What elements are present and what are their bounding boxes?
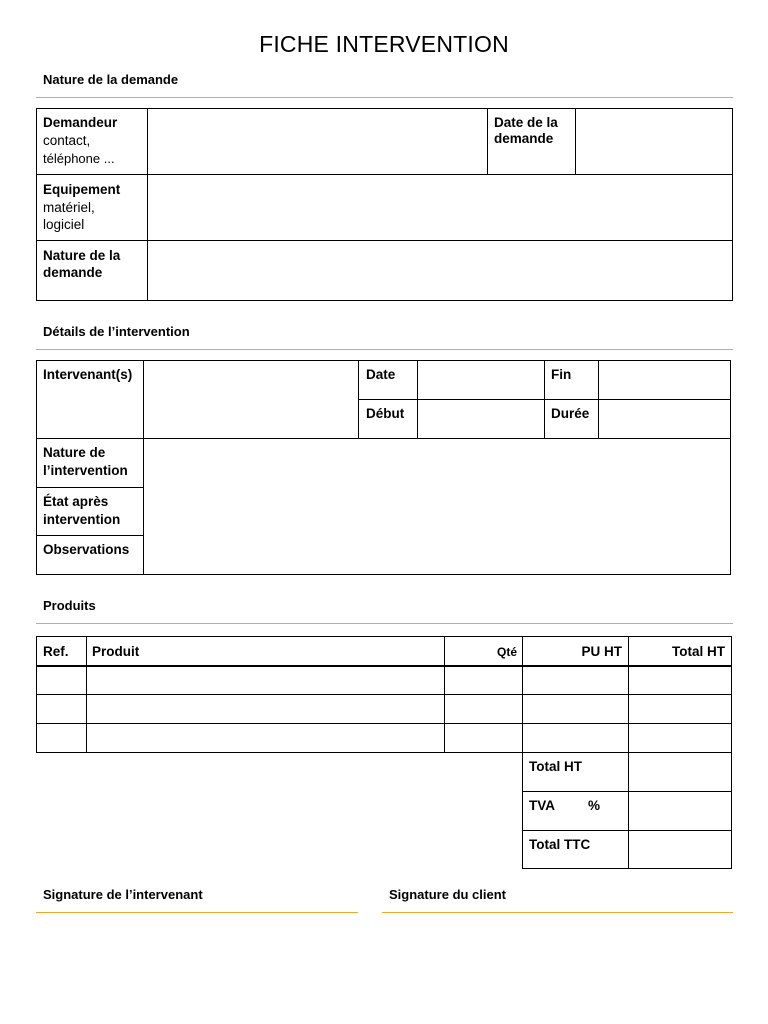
section-rule: [36, 912, 358, 913]
logiciel-label: logiciel: [43, 217, 85, 232]
col-total-ht: Total HT: [672, 644, 725, 659]
total-ttc-field[interactable]: [629, 831, 731, 868]
section-rule: [36, 349, 733, 350]
total-ht-label: Total HT: [529, 759, 582, 774]
intervenants-label: Intervenant(s): [43, 367, 133, 382]
fin-field[interactable]: [599, 361, 730, 398]
date-demande-field[interactable]: [576, 109, 732, 173]
date-demande-label-2: demande: [494, 131, 554, 146]
nature-demande-field[interactable]: [148, 241, 732, 299]
page-title: FICHE INTERVENTION: [259, 31, 509, 57]
section-rule: [382, 912, 733, 913]
nature-intervention-label-2: l’intervention: [43, 463, 128, 478]
tva-label: TVA: [529, 798, 555, 813]
etat-label-2: intervention: [43, 512, 121, 527]
signature-intervenant-heading: Signature de l’intervenant: [43, 887, 203, 902]
fin-label: Fin: [551, 367, 572, 382]
materiel-label: matériel,: [43, 200, 95, 215]
date-label: Date: [366, 367, 396, 382]
duree-label: Durée: [551, 406, 590, 421]
debut-field[interactable]: [418, 400, 543, 437]
tva-field[interactable]: [629, 792, 731, 829]
col-ref: Ref.: [43, 644, 69, 659]
total-ht-field[interactable]: [629, 753, 731, 790]
col-produit: Produit: [92, 644, 140, 659]
nature-demande-label-2: demande: [43, 265, 103, 280]
debut-label: Début: [366, 406, 405, 421]
tva-percent-label: %: [588, 798, 601, 813]
section-rule: [36, 97, 733, 98]
contact-label: contact,: [43, 133, 91, 148]
demandeur-label: Demandeur: [43, 115, 118, 130]
intervenants-field[interactable]: [144, 361, 357, 437]
col-qte: Qté: [496, 645, 517, 659]
nature-demande-label-1: Nature de la: [43, 248, 121, 263]
section-heading-nature: Nature de la demande: [43, 72, 179, 87]
col-pu-ht: PU HT: [581, 644, 622, 659]
table-row[interactable]: [37, 695, 731, 723]
section-heading-produits: Produits: [43, 598, 96, 613]
telephone-label: téléphone ...: [43, 151, 115, 166]
nature-intervention-label-1: Nature de: [43, 445, 106, 460]
etat-label-1: État après: [43, 494, 109, 509]
demandeur-field[interactable]: [148, 109, 486, 173]
intervention-details-field[interactable]: [144, 439, 730, 574]
section-heading-details: Détails de l’intervention: [43, 324, 190, 339]
equipement-label: Equipement: [43, 182, 121, 197]
observations-label: Observations: [43, 542, 130, 557]
section-rule: [36, 623, 733, 624]
signature-client-field[interactable]: [382, 916, 733, 1006]
equipement-field[interactable]: [148, 175, 732, 239]
table-row[interactable]: [37, 724, 731, 752]
signature-intervenant-field[interactable]: [36, 916, 358, 1006]
date-field[interactable]: [418, 361, 543, 398]
date-demande-label-1: Date de la: [494, 115, 558, 130]
total-ttc-label: Total TTC: [529, 837, 591, 852]
signature-client-heading: Signature du client: [389, 887, 507, 902]
table-row[interactable]: [37, 666, 731, 694]
duree-field[interactable]: [599, 400, 730, 437]
